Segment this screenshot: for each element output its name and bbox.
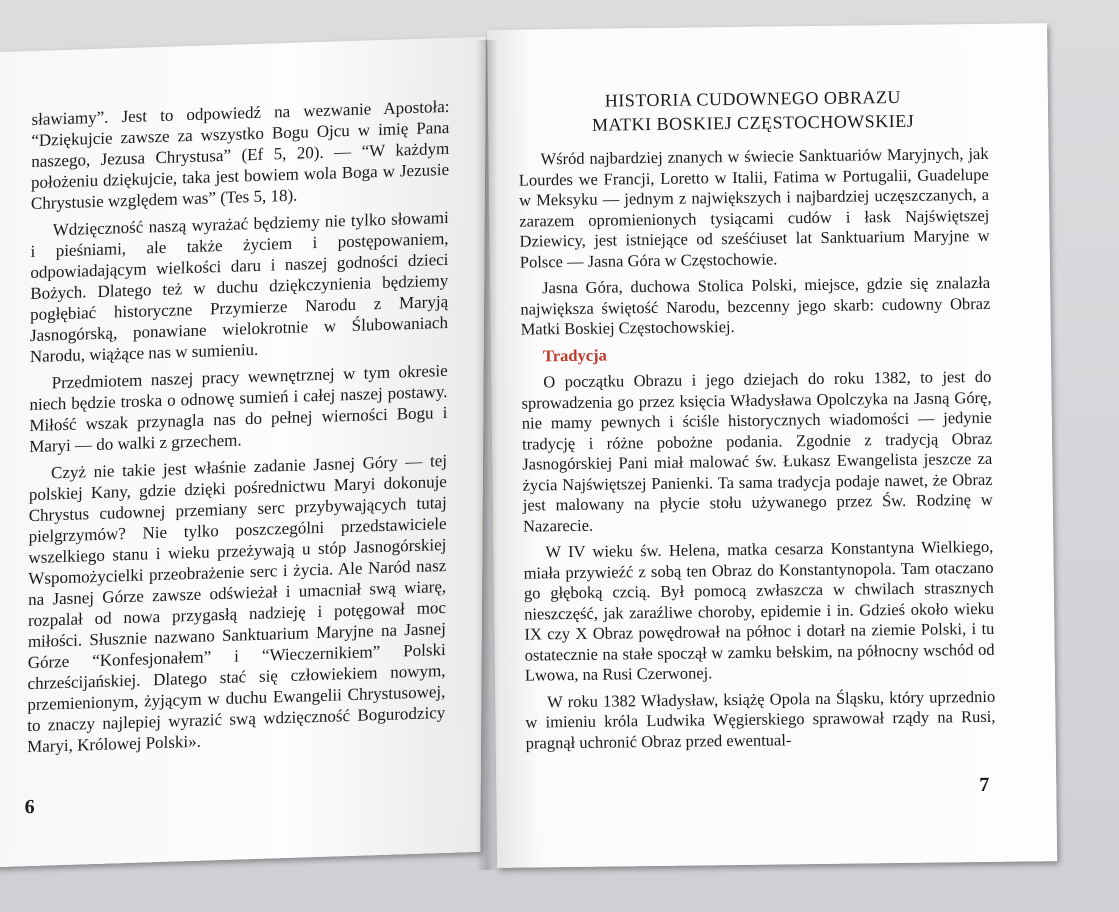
chapter-title (518, 84, 989, 138)
chapter-title-line-2: MATKI BOSKIEJ CZĘSTOCHOWSKIEJ (591, 110, 915, 135)
left-page-text (27, 96, 450, 763)
chapter-title-line-1: HISTORIA CUDOWNEGO OBRAZU (604, 86, 902, 111)
intro-paragraph: Wśród najbardziej znanych w świecie Sanktuariów Maryjnych, jak Lourdes we Francji, Loretto w Italii, Fatima w Portugalii, Guadelupe w Meksyku — jednym z największych i najbardziej uczęszczanych, a zarazem opromienionych tysiącami cudów i łask Najświętszej Dziewicy, jest istniejące od sześćiuset lat Sanktuarium Maryjne w Polsce — Jasna Góra w Częstochowie. (518, 143, 990, 272)
left-page (0, 37, 486, 867)
intro-paragraph: Jasna Góra, duchowa Stolica Polski, miejsce, gdzie się znalazła największa świętość Narodu, bezcenny jego skarb: cudowny Obraz Matki Boskiej Częstochowskiej. (520, 272, 991, 339)
left-paragraph: Przedmiotem naszej pracy wewnętrznej w tym okresie niech będzie troska o odnowę sumień i całej naszej postawy. Miłość wszak przynagla nas do pełnej wierności Bogu i Maryi — do walki z grzechem. (29, 360, 448, 457)
right-page-number: 7 (979, 773, 990, 797)
right-page (487, 23, 1057, 868)
left-paragraph: Czyż nie takie jest właśnie zadanie Jasnej Góry — tej polskiej Kany, gdzie dzięki pośrednictwu Maryi dokonuje Chrystus cudownej przemiany serc przybywających tutaj pielgrzymów? Nie tylko poszczególni przedstawiciele wszelkiego stanu i wieku przeżywają u stóp Jasnogórskiej Wspomożycielki przeobrażenie serc i życia. Ale Naród nasz na Jasnej Górze zawsze odświeżał i umacniał swą wiarę, rozpalał od nowa przygasłą nadzieję i potęgował moc miłości. Słusznie nazwano Sanktuarium Maryjne na Jasnej Górze “Konfesjonałem” i “Wieczernikiem” Polski chrześcijańskiej. Dlatego stać się człowiekiem nowym, przemienionym, żyjącym w duchu Ewangelii Chrystusowej, to znaczy najlepiej wyrazić swą wdzięczność Bogurodzicy Maryi, Królowej Polski». (27, 450, 448, 757)
left-page-number: 6 (24, 795, 35, 819)
body-paragraph: W IV wieku św. Helena, matka cesarza Konstantyna Wielkiego, miała przywieźć z sobą ten Obraz do Konstantynopola. Tam otaczano go głęboką czcią. Był pomocą zwłaszcza w chwilach strasznych nieszczęść, jak zaraźliwe choroby, epidemie i in. Gdzieś około wieku IX czy X Obraz powędrował na północ i dotarł na ziemie Polski, i tu ostatecznie na stałe spoczął w zamku bełskim, na północny wschód od Lwowa, na Rusi Czerwonej. (523, 536, 995, 685)
body-paragraph: W roku 1382 Władysław, książę Opola na Śląsku, który uprzednio w imieniu króla Ludwika Węgierskiego sprawował rządy na Rusi, pragnął uchronić Obraz przed ewentual- (525, 686, 996, 753)
section-heading: Tradycja (542, 345, 607, 365)
right-page-text (518, 144, 995, 760)
body-paragraph: O początku Obrazu i jego dziejach do roku 1382, to jest do sprowadzenia go przez księcia Władysława Opolczyka na Jasną Górę, nie mamy pewnych i ściśle historycznych wiadomości — jedynie tradycję i różne pobożne podania. Zgodnie z tradycją Obraz Jasnogórskiej Pani miał malować św. Łukasz Ewangelista jeszcze za życia Najświętszej Panienki. Ta sama tradycja podaje nawet, że Obraz jest malowany na płycie stołu używanego przez Św. Rodzinę w Nazarecie. (521, 366, 993, 536)
left-paragraph: Wdzięczność naszą wyrażać będziemy nie tylko słowami i pieśniami, ale także życiem i postępowaniem, odpowiadającym wielkości daru i naszej godności dzieci Bożych. Dlatego też w duchu dziękczynienia będziemy pogłębiać historyczne Przymierze Narodu z Maryją Jasnogórską, ponawiane wielokrotnie w Ślubowaniach Narodu, wiążące nas w sumieniu. (29, 207, 449, 367)
left-paragraph: sławiamy”. Jest to odpowiedź na wezwanie Apostoła: “Dziękujcie zawsze za wszystko Bogu Ojcu w imię Pana naszego, Jezusa Chrystusa” (Ef 5, 20). — “W każdym położeniu dziękujcie, taka jest bowiem wola Boga w Jezusie Chrystusie względem was” (Tes 5, 18). (30, 96, 450, 214)
book-gutter (476, 40, 498, 870)
